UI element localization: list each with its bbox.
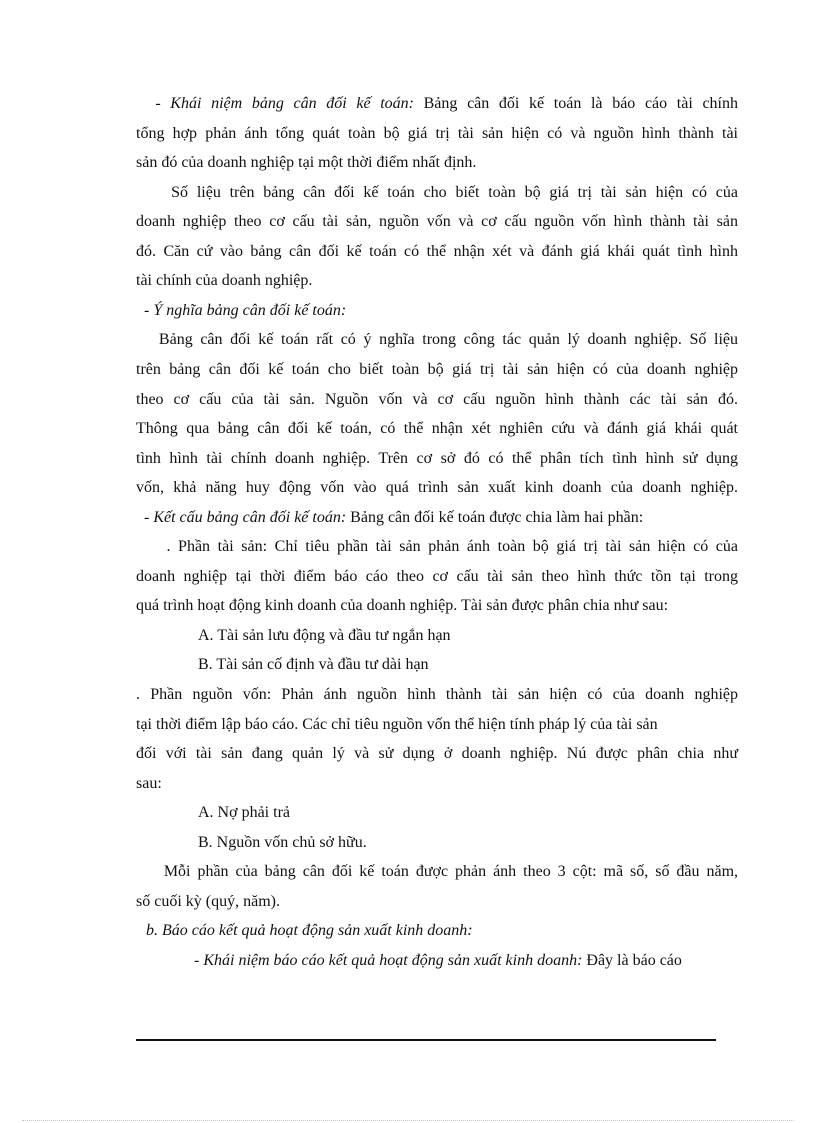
text-line: [198, 833, 738, 853]
text-segment: Bảng cân đối kế toán được chia làm hai phần:: [346, 509, 644, 526]
text-segment: vốn, khả năng huy động vốn vào quá trình sản xuất kinh doanh của doanh nghiệp.: [136, 479, 738, 496]
text-line: [198, 626, 738, 646]
text-line: [136, 212, 738, 232]
text-line: [136, 537, 738, 557]
italic-text: Khái niệm báo cáo kết quả hoạt động sản xuất kinh doanh:: [203, 952, 583, 969]
text-segment: quá trình hoạt động kinh doanh của doanh nghiệp. Tài sản được phân chia như sau:: [136, 597, 669, 614]
text-line: [136, 744, 738, 764]
text-line: [136, 124, 738, 144]
text-segment: -: [136, 302, 154, 319]
text-segment: -: [136, 509, 154, 526]
text-segment: Thông qua bảng cân đối kế toán, có thể nhận xét nghiên cứu và đánh giá khái quát: [136, 420, 738, 437]
text-segment: A. Tài sản lưu động và đầu tư ngắn hạn: [198, 627, 451, 644]
text-segment: tình hình tài chính doanh nghiệp. Trên cơ sở đó có thể phân tích tình hình sử dụng: [136, 450, 738, 467]
text-line: [136, 508, 738, 528]
text-line: [136, 183, 738, 203]
text-segment: Bảng cân đối kế toán là báo cáo tài chính: [413, 95, 738, 112]
text-segment: đó. Căn cứ vào bảng cân đối kế toán có thể nhận xét và đánh giá khái quát tình hình: [136, 243, 738, 260]
text-segment: tại thời điểm lập báo cáo. Các chỉ tiêu nguồn vốn thể hiện tính pháp lý của tài sản: [136, 716, 658, 733]
text-line: [136, 301, 738, 321]
text-segment: sản đó của doanh nghiệp tại một thời điểm nhất định.: [136, 154, 477, 171]
text-segment: đối với tài sản đang quản lý và sử dụng ở doanh nghiệp. Nú được phân chia như: [136, 745, 738, 762]
text-segment: Số liệu trên bảng cân đối kế toán cho biết toàn bộ giá trị tài sản hiện có của: [136, 184, 738, 201]
text-segment: B. Nguồn vốn chủ sở hữu.: [198, 834, 367, 851]
text-line: [136, 330, 738, 350]
text-line: [136, 567, 738, 587]
text-line: [194, 951, 738, 971]
text-segment: doanh nghiệp tại thời điểm báo cáo theo cơ cấu tài sản theo hình thức tồn tại trong: [136, 568, 738, 585]
text-line: [136, 892, 738, 912]
text-segment: -: [194, 952, 204, 969]
text-line: [136, 862, 738, 882]
text-segment: Bảng cân đối kế toán rất có ý nghĩa trong công tác quản lý doanh nghiệp. Số liệu: [136, 331, 739, 348]
text-segment: -: [136, 95, 171, 112]
text-line: [136, 774, 738, 794]
text-segment: theo cơ cấu của tài sản. Nguồn vốn và cơ cấu nguồn hình thành các tài sản đó.: [136, 391, 738, 408]
text-line: [136, 94, 738, 114]
text-line: [136, 390, 738, 410]
text-segment: trên bảng cân đối kế toán cho biết toàn bộ giá trị tài sản hiện có của doanh nghiệp: [136, 361, 738, 378]
text-segment: A. Nợ phải trả: [198, 804, 290, 821]
text-segment: tài chính của doanh nghiệp.: [136, 272, 313, 289]
text-line: [136, 242, 738, 262]
italic-text: Kết cấu bảng cân đối kế toán:: [153, 509, 347, 526]
text-line: [146, 921, 738, 941]
text-line: [136, 596, 738, 616]
text-segment: Mỗi phần của bảng cân đối kế toán được phản ánh theo 3 cột: mã số, số đầu năm,: [136, 863, 739, 880]
text-segment: tổng hợp phản ánh tổng quát toàn bộ giá trị tài sản hiện có và nguồn hình thành tài: [136, 125, 738, 142]
footer-rule: [136, 1039, 716, 1041]
italic-text: Ý nghĩa bảng cân đối kế toán:: [153, 302, 347, 319]
text-line: [136, 449, 738, 469]
text-segment: . Phần tài sản: Chỉ tiêu phần tài sản phản ánh toàn bộ giá trị tài sản hiện có của: [136, 538, 738, 555]
text-line: [136, 685, 738, 705]
text-segment: sau:: [136, 775, 162, 792]
text-segment: B. Tài sản cố định và đầu tư dài hạn: [198, 656, 429, 673]
italic-text: Khái niệm bảng cân đối kế toán:: [170, 95, 414, 112]
text-line: [136, 360, 738, 380]
text-line: [136, 153, 738, 173]
text-line: [136, 419, 738, 439]
page-edge-divider: [22, 1120, 794, 1121]
text-segment: doanh nghiệp theo cơ cấu tài sản, nguồn vốn và cơ cấu nguồn vốn hình thành tài sản: [136, 213, 738, 230]
text-segment: số cuối kỳ (quý, năm).: [136, 893, 280, 910]
text-line: [136, 478, 738, 498]
text-segment: . Phần nguồn vốn: Phản ánh nguồn hình thành tài sản hiện có của doanh nghiệp: [136, 686, 738, 703]
italic-text: b. Báo cáo kết quả hoạt động sản xuất kinh doanh:: [146, 922, 473, 939]
text-line: [198, 803, 738, 823]
text-segment: Đây là báo cáo: [582, 952, 682, 969]
text-line: [136, 271, 738, 291]
text-line: [136, 715, 738, 735]
text-line: [198, 655, 738, 675]
